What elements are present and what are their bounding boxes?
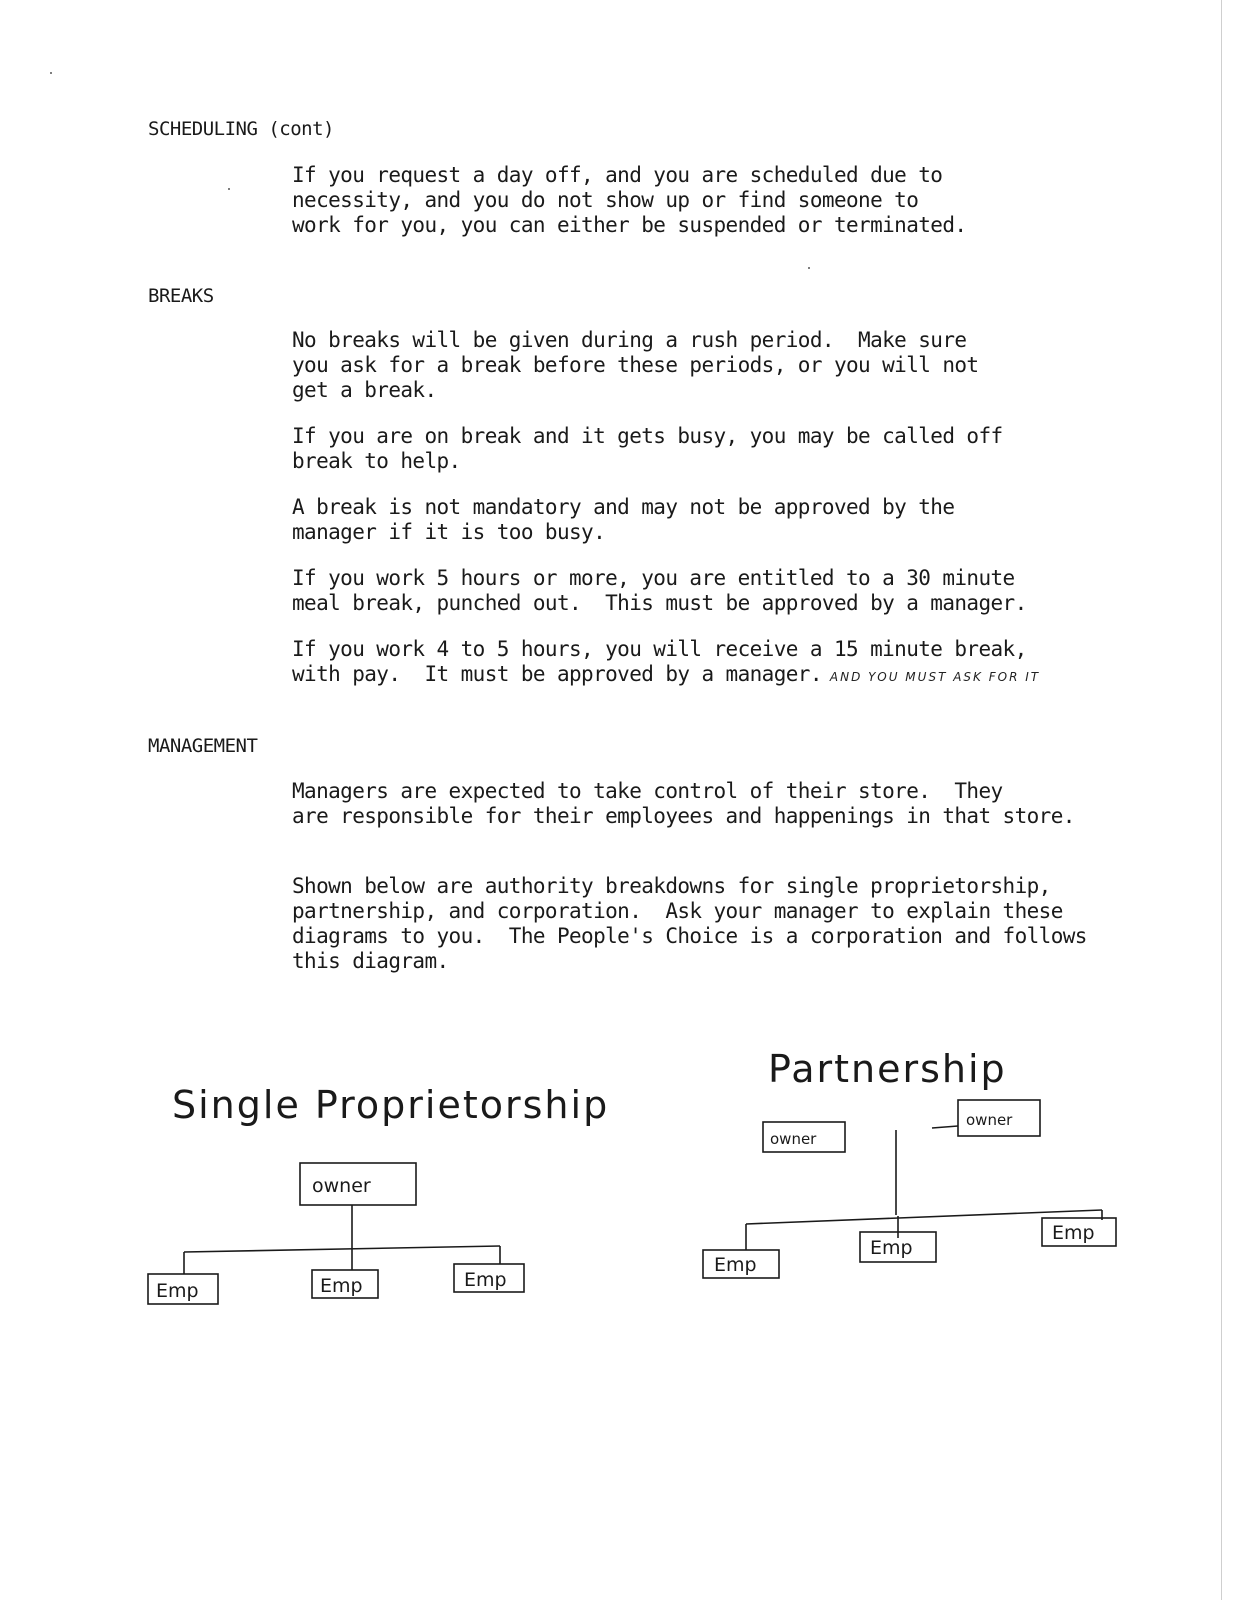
scan-speck — [228, 188, 230, 190]
scan-speck — [808, 267, 810, 269]
partner-emp-label-3: Emp — [1052, 1222, 1095, 1244]
single-emp-label-2: Emp — [320, 1275, 363, 1297]
authority-diagrams — [0, 1020, 1236, 1320]
heading-scheduling: SCHEDULING (cont) — [148, 118, 334, 140]
partnership-title: Partnership — [768, 1047, 1007, 1091]
breaks-paragraph-4: If you work 5 hours or more, you are entitled to a 30 minute meal break, punched out. This must be approved by a manager. — [292, 566, 1027, 615]
scan-edge — [1221, 0, 1222, 1600]
breaks-paragraph-3: A break is not mandatory and may not be approved by the manager if it is too busy. — [292, 495, 955, 544]
breaks-paragraph-1: No breaks will be given during a rush period. Make sure you ask for a break before these periods, or you will not get a break. — [292, 328, 979, 402]
partner-owner-label-1: owner — [770, 1130, 817, 1148]
single-emp-label-3: Emp — [464, 1269, 507, 1291]
heading-management: MANAGEMENT — [148, 735, 258, 757]
breaks-paragraph-5 — [292, 637, 1092, 690]
single-emp-label-1: Emp — [156, 1280, 199, 1302]
partner-emp-label-2: Emp — [870, 1237, 913, 1259]
single-owner-label: owner — [312, 1175, 371, 1197]
partner-emp-label-1: Emp — [714, 1254, 757, 1276]
scheduling-paragraph-1: If you request a day off, and you are scheduled due to necessity, and you do not show up or find someone to work for you, you can either be suspended or terminated. — [292, 163, 967, 237]
partner-owner-label-2: owner — [966, 1111, 1013, 1129]
scan-speck — [50, 72, 52, 74]
heading-breaks: BREAKS — [148, 285, 214, 307]
management-paragraph-1: Managers are expected to take control of their store. They are responsible for their employees and happenings in that store. — [292, 779, 1075, 828]
breaks-paragraph-5-text: If you work 4 to 5 hours, you will receive a 15 minute break, with pay. It must be approved by a manager. — [292, 637, 1027, 686]
management-paragraph-2: Shown below are authority breakdowns for single proprietorship, partnership, and corporation. Ask your manager to explain these diagrams to you. The People's Choice is a corporation and follows this diagram. — [292, 874, 1087, 973]
handwritten-note: AND YOU MUST ASK FOR IT — [829, 670, 1041, 684]
breaks-paragraph-2: If you are on break and it gets busy, you may be called off break to help. — [292, 424, 1003, 473]
single-proprietorship-title: Single Proprietorship — [172, 1083, 610, 1127]
